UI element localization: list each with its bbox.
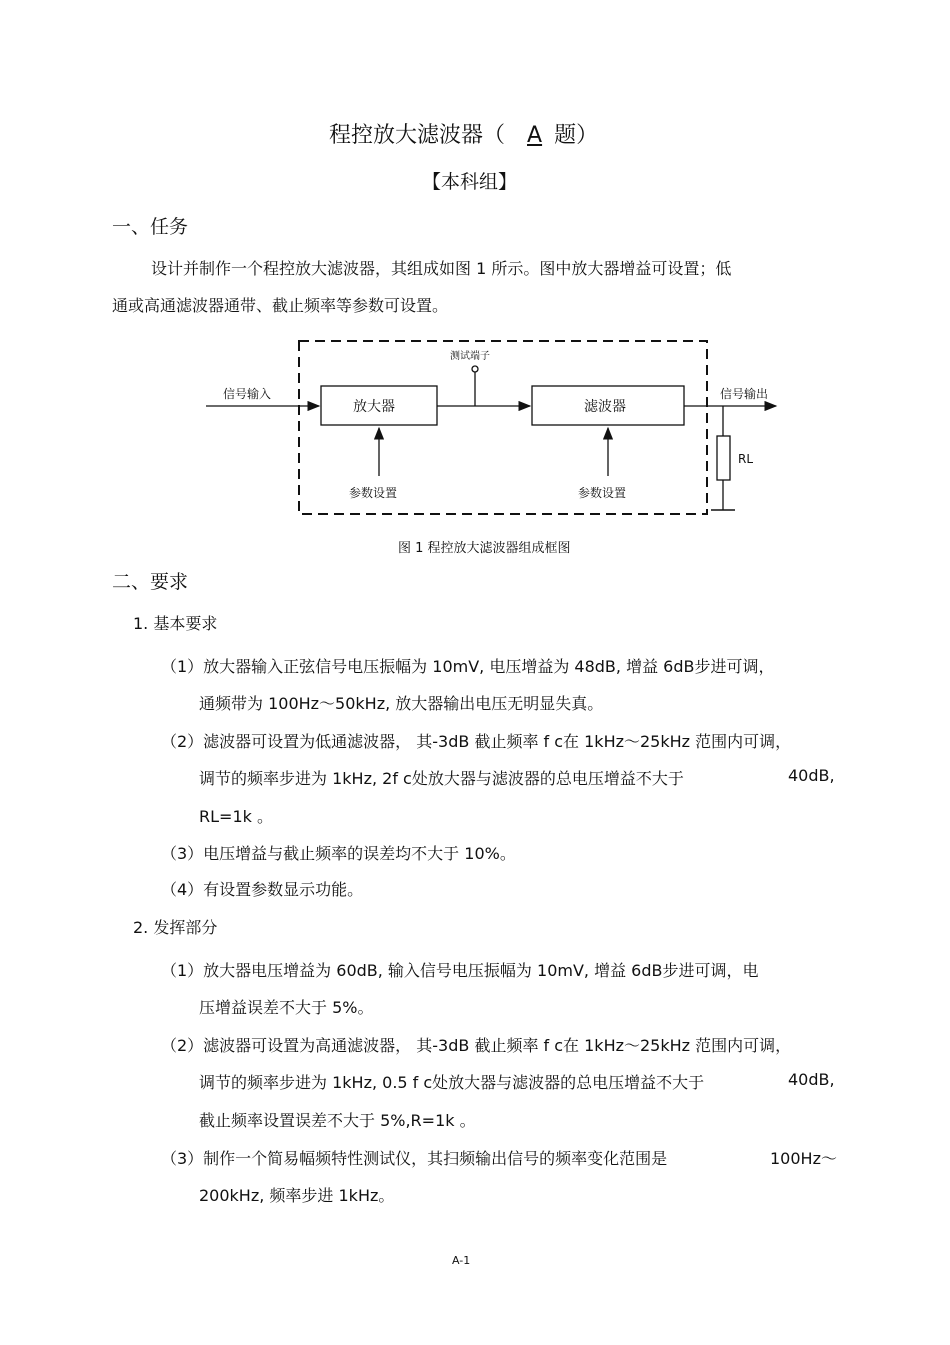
section-heading-requirements: 二、要求 [112, 571, 189, 593]
ext-item-1-line1: （1）放大器电压增益为 60dB, 输入信号电压振幅为 10mV, 增益 6dB步进可调，电 [161, 961, 759, 980]
basic-item-2-line1: （2）滤波器可设置为低通滤波器， 其-3dB 截止频率 f c在 1kHz～25kHz 范围内可调， [161, 732, 792, 751]
basic-item-4: （4）有设置参数显示功能。 [161, 880, 364, 899]
amp-param-label: 参数设置 [349, 486, 398, 500]
ext-item-3-line1: （3）制作一个简易幅频特性测试仪，其扫频输出信号的频率变化范围是 [161, 1149, 668, 1168]
basic-requirements-heading: 1. 基本要求 [133, 614, 218, 633]
title-prefix: 程控放大滤波器（ [329, 123, 506, 148]
basic-item-2-line2-end: 40dB, [788, 766, 835, 785]
ext-item-3-line1-end: 100Hz～ [770, 1149, 837, 1168]
ext-item-3-line2: 200kHz, 频率步进 1kHz。 [199, 1186, 395, 1205]
signal-input-label: 信号输入 [223, 387, 272, 401]
basic-item-2-line3: RL=1k 。 [199, 807, 273, 826]
ext-item-2-line3: 截止频率设置误差不大于 5%,R=1k 。 [199, 1111, 476, 1130]
filter-param-label: 参数设置 [578, 486, 627, 500]
task-text-line1: 设计并制作一个程控放大滤波器，其组成如图 1 所示。图中放大器增益可设置；低 [151, 259, 732, 278]
amplifier-label: 放大器 [353, 399, 395, 415]
ext-item-2-line2-end: 40dB, [788, 1070, 835, 1089]
title-suffix: 题） [554, 123, 599, 148]
section-heading-task: 一、任务 [112, 216, 189, 238]
extension-heading: 2. 发挥部分 [133, 918, 218, 937]
basic-item-1-line2: 通频带为 100Hz～50kHz, 放大器输出电压无明显失真。 [199, 694, 604, 713]
subtitle: 【本科组】 [422, 171, 518, 193]
rl-label: RL [738, 452, 754, 466]
basic-item-1-line1: （1）放大器输入正弦信号电压振幅为 10mV, 电压增益为 48dB, 增益 6dB步进可调， [161, 657, 775, 676]
page-number: A-1 [452, 1254, 471, 1267]
test-terminal-label: 测试端子 [450, 351, 490, 362]
task-text-line2: 通或高通滤波器通带、截止频率等参数可设置。 [112, 296, 449, 315]
filter-label: 滤波器 [584, 399, 626, 415]
title-letter: A [527, 123, 543, 148]
signal-output-label: 信号输出 [720, 387, 769, 401]
basic-item-3: （3）电压增益与截止频率的误差均不大于 10%。 [161, 844, 516, 863]
load-resistor [717, 436, 730, 480]
ext-item-2-line1: （2）滤波器可设置为高通滤波器， 其-3dB 截止频率 f c在 1kHz～25kHz 范围内可调， [161, 1036, 792, 1055]
figure-caption: 图 1 程控放大滤波器组成框图 [398, 541, 571, 556]
basic-item-2-line2: 调节的频率步进为 1kHz, 2f c处放大器与滤波器的总电压增益不大于 [199, 769, 684, 788]
ext-item-2-line2: 调节的频率步进为 1kHz, 0.5 f c处放大器与滤波器的总电压增益不大于 [199, 1073, 705, 1092]
ext-item-1-line2: 压增益误差不大于 5%。 [199, 998, 374, 1017]
test-terminal-node [472, 366, 478, 372]
